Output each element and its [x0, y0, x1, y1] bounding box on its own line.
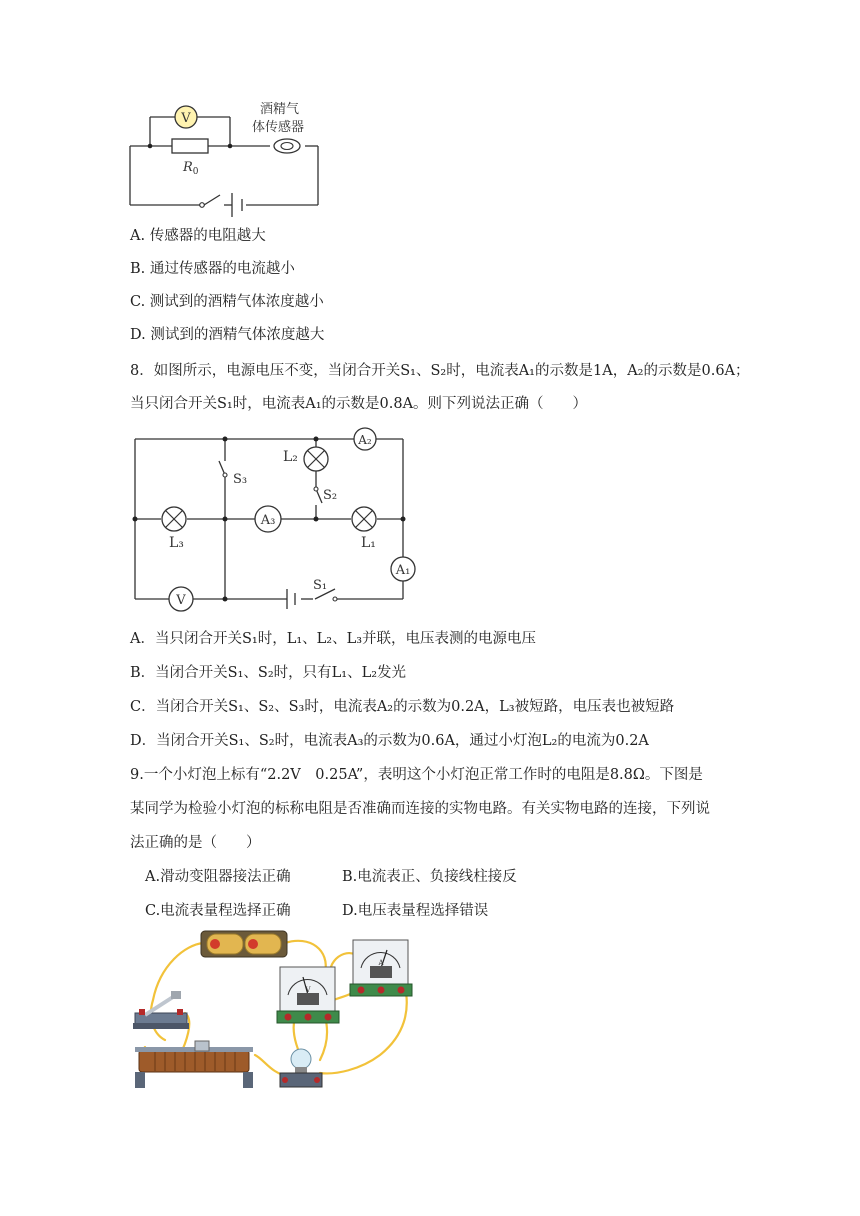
- q9-option-b: B.电流表正、负接线柱接反: [342, 869, 517, 885]
- q8-lamp-l1-label: L₁: [361, 535, 376, 551]
- q9-physical-circuit-illustration: [125, 925, 425, 1100]
- q9-stem-line-1: 9.一个小灯泡上标有“2.2V 0.25A”，表明这个小灯泡正常工作时的电阻是8.8Ω。下图是: [130, 767, 703, 783]
- q8-option-b: B．当闭合开关S₁、S₂时，只有L₁、L₂发光: [130, 665, 407, 681]
- q9-voltmeter-letter: V: [305, 986, 311, 994]
- q8-stem-line-2: 当只闭合开关S₁时，电流表A₁的示数是0.8A。则下列说法正确（ ）: [130, 396, 588, 412]
- q8-switch-s2-label: S₂: [323, 488, 338, 503]
- q7-circuit-diagram: [120, 95, 340, 225]
- q8-option-c: C．当闭合开关S₁、S₂、S₃时，电流表A₂的示数为0.2A，L₃被短路，电压表也被短路: [130, 699, 675, 715]
- q8-lamp-l2-label: L₂: [283, 449, 298, 465]
- battery-pack-icon: [201, 931, 287, 957]
- q7-sensor-label-2: 体传感器: [252, 120, 305, 135]
- q7-option-c: C. 测试到的酒精气体浓度越小: [130, 294, 324, 310]
- light-bulb-icon: [280, 1049, 322, 1087]
- q8-voltmeter-label: V: [176, 593, 186, 608]
- q8-lamp-l3-label: L₃: [169, 535, 184, 551]
- q7-resistor-label: $R_0$: [183, 160, 199, 177]
- voltmeter-icon: [277, 967, 339, 1023]
- q9-ammeter-letter: A: [378, 959, 384, 967]
- q7-option-d: D. 测试到的酒精气体浓度越大: [130, 327, 325, 343]
- q8-switch-s1-label: S₁: [313, 578, 328, 593]
- q9-option-a: A.滑动变阻器接法正确: [145, 869, 291, 885]
- q8-option-d: D．当闭合开关S₁、S₂时，电流表A₃的示数为0.6A，通过小灯泡L₂的电流为0.2A: [130, 733, 649, 749]
- q8-ammeter-a2-label: A₂: [358, 433, 372, 447]
- ammeter-icon: [350, 940, 412, 996]
- knife-switch-icon: [133, 991, 189, 1029]
- q7-voltmeter-letter: V: [181, 111, 191, 126]
- rheostat-icon: [135, 1041, 253, 1088]
- q9-option-c: C.电流表量程选择正确: [145, 903, 291, 919]
- q8-circuit-diagram: [125, 425, 425, 615]
- q8-ammeter-a3-label: A₃: [260, 513, 276, 528]
- q8-ammeter-a1-label: A₁: [395, 563, 411, 578]
- q8-stem-line-1: 8．如图所示，电源电压不变，当闭合开关S₁、S₂时，电流表A₁的示数是1A，A₂的示数是0.6A；: [130, 363, 750, 379]
- q8-option-a: A．当只闭合开关S₁时，L₁、L₂、L₃并联，电压表测的电源电压: [130, 631, 537, 647]
- q7-sensor-label-1: 酒精气: [260, 102, 300, 117]
- q7-option-b: B. 通过传感器的电流越小: [130, 261, 295, 277]
- q7-option-a: A. 传感器的电阻越大: [130, 228, 266, 244]
- q9-stem-line-3: 法正确的是（ ）: [130, 835, 261, 851]
- q9-option-d: D.电压表量程选择错误: [342, 903, 489, 919]
- q8-switch-s3-label: S₃: [233, 472, 248, 487]
- q9-stem-line-2: 某同学为检验小灯泡的标称电阻是否准确而连接的实物电路。有关实物电路的连接，下列说: [130, 801, 710, 817]
